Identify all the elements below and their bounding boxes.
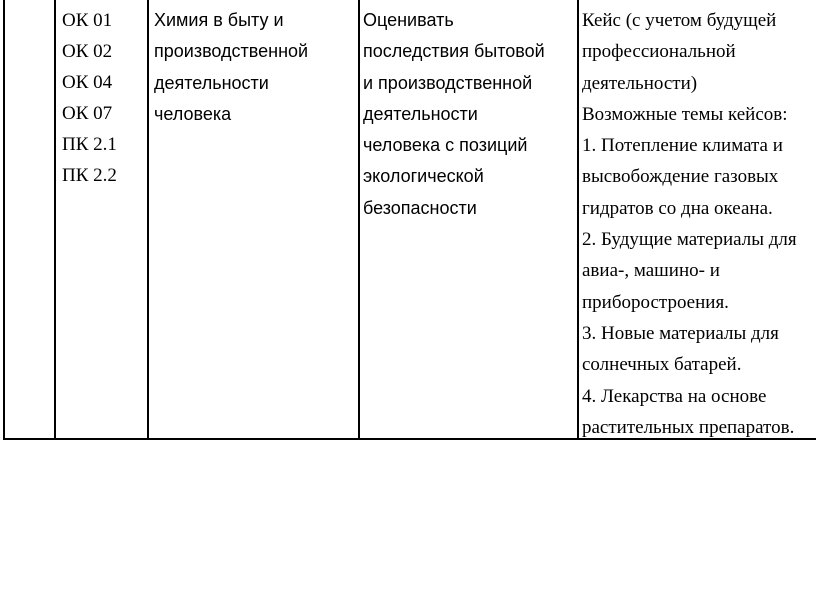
case-line: авиа-, машино- и: [582, 260, 720, 282]
skill-line: экологической: [363, 166, 484, 187]
competency-code: ОК 04: [62, 72, 113, 93]
topic-line: деятельности: [154, 72, 269, 93]
competency-code: ОК 07: [62, 103, 113, 124]
skill-line: и производственной: [363, 72, 533, 93]
topic-line: человека: [154, 103, 232, 124]
competency-codes-list: [62, 5, 117, 191]
case-text: [582, 5, 797, 443]
case-cell: [579, 0, 816, 438]
competency-codes-cell: [56, 0, 149, 438]
case-line: Возможные темы кейсов:: [582, 103, 788, 125]
case-line: солнечных батарей.: [582, 354, 742, 376]
case-line: гидратов со дна океана.: [582, 197, 773, 219]
case-line: профессиональной: [582, 41, 736, 63]
case-line: растительных препаратов.: [582, 416, 795, 438]
case-line: высвобождение газовых: [582, 166, 779, 188]
case-line: приборостроения.: [582, 291, 729, 313]
case-line: 3. Новые материалы для: [582, 322, 779, 344]
case-line: 2. Будущие материалы для: [582, 229, 797, 251]
row-number-cell: [5, 0, 56, 438]
competency-code: ОК 02: [62, 41, 113, 62]
skill-cell: [360, 0, 579, 438]
topic-line: Химия в быту и: [154, 10, 284, 30]
topic-line: производственной: [154, 41, 309, 62]
skill-line: Оценивать: [363, 10, 454, 30]
competency-table: [3, 0, 816, 440]
competency-code: ПК 2.2: [62, 165, 117, 186]
topic-cell: [149, 0, 360, 438]
competency-code: ПК 2.1: [62, 134, 117, 155]
skill-line: деятельности: [363, 103, 478, 124]
case-line: 4. Лекарства на основе: [582, 385, 767, 407]
skill-line: последствия бытовой: [363, 41, 545, 62]
case-line: Кейс (с учетом будущей: [582, 10, 777, 31]
case-line: 1. Потепление климата и: [582, 135, 783, 157]
skill-text: [363, 5, 545, 224]
competency-code: ОК 01: [62, 10, 113, 31]
topic-text: [154, 5, 308, 130]
case-line: деятельности): [582, 72, 698, 94]
skill-line: безопасности: [363, 197, 477, 218]
skill-line: человека с позиций: [363, 135, 528, 156]
